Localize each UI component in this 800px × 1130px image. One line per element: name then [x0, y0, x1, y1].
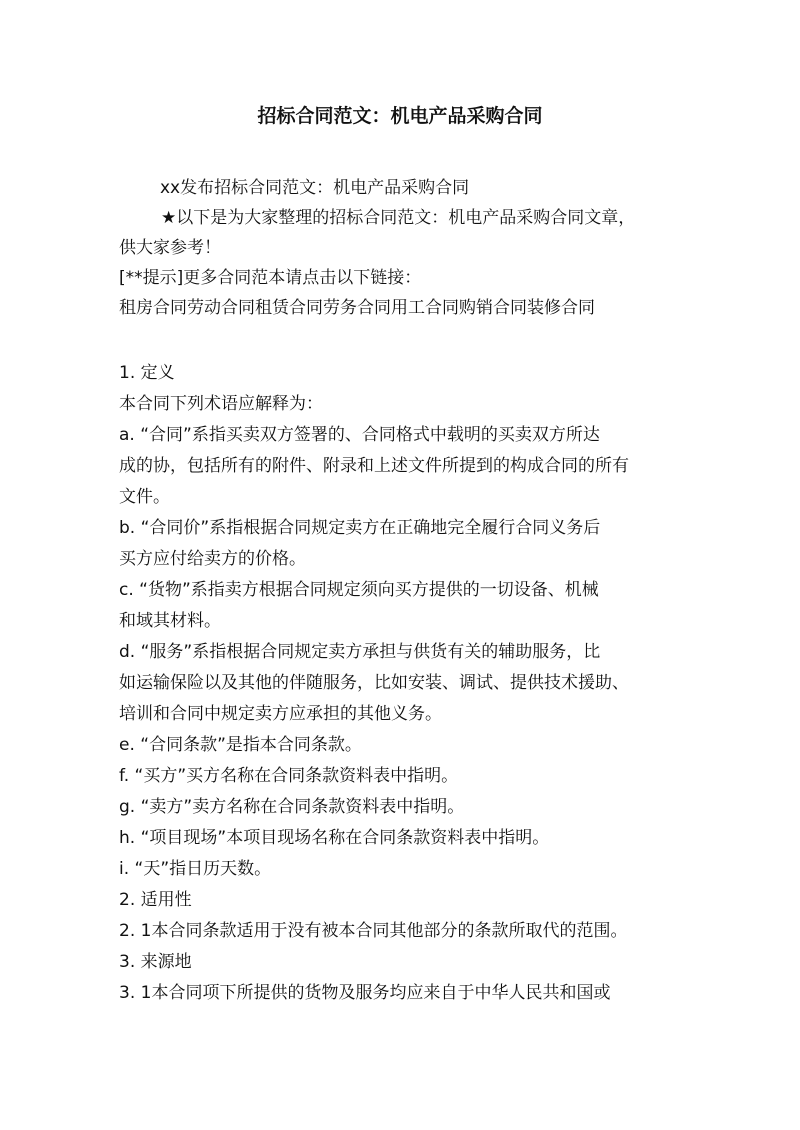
contract-links: 租房合同劳动合同租赁合同劳务合同用工合同购销合同装修合同: [119, 298, 595, 318]
section-heading: 2. 适用性: [119, 890, 192, 910]
paragraph-line: a. “合同”系指买卖双方签署的、合同格式中载明的买卖双方所达: [119, 425, 600, 445]
paragraph-line: 2. 1本合同条款适用于没有被本合同其他部分的条款所取代的范围。: [119, 921, 628, 941]
paragraph-line: 如运输保险以及其他的伴随服务，比如安装、调试、提供技术援助、: [119, 673, 629, 693]
paragraph-line: 和域其材料。: [119, 611, 221, 631]
paragraph-line: e. “合同条款”是指本合同条款。: [119, 735, 362, 755]
hint-line: [**提示]更多合同范本请点击以下链接：: [119, 268, 422, 288]
paragraph-line: 买方应付给卖方的价格。: [119, 549, 306, 569]
paragraph-line: g. “卖方”卖方名称在合同条款资料表中指明。: [119, 797, 465, 817]
paragraph-line: 本合同下列术语应解释为：: [119, 394, 323, 414]
section-heading: 3. 来源地: [119, 952, 192, 972]
paragraph-line: 3. 1本合同项下所提供的货物及服务均应来自于中华人民共和国或: [119, 983, 611, 1003]
paragraph-line: 文件。: [119, 487, 170, 507]
paragraph-line: d. “服务”系指根据合同规定卖方承担与供货有关的辅助服务，比: [119, 642, 601, 662]
paragraph-line: i. “天”指日历天数。: [119, 859, 272, 879]
intro-line: 供大家参考！: [119, 238, 221, 258]
intro-line: ★以下是为大家整理的招标合同范文：机电产品采购合同文章，: [161, 208, 636, 228]
paragraph-line: b. “合同价”系指根据合同规定卖方在正确地完全履行合同义务后: [119, 518, 601, 538]
paragraph-line: 成的协，包括所有的附件、附录和上述文件所提到的构成合同的所有: [119, 456, 629, 476]
paragraph-line: h. “项目现场”本项目现场名称在合同条款资料表中指明。: [119, 828, 550, 848]
paragraph-line: 培训和合同中规定卖方应承担的其他义务。: [119, 704, 442, 724]
document-title: 招标合同范文：机电产品采购合同: [257, 105, 543, 127]
paragraph-line: f. “买方”买方名称在合同条款资料表中指明。: [119, 766, 459, 786]
intro-line: xx发布招标合同范文：机电产品采购合同: [160, 178, 470, 198]
paragraph-line: c. “货物”系指卖方根据合同规定须向买方提供的一切设备、机械: [119, 580, 599, 600]
section-heading: 1. 定义: [119, 363, 175, 383]
